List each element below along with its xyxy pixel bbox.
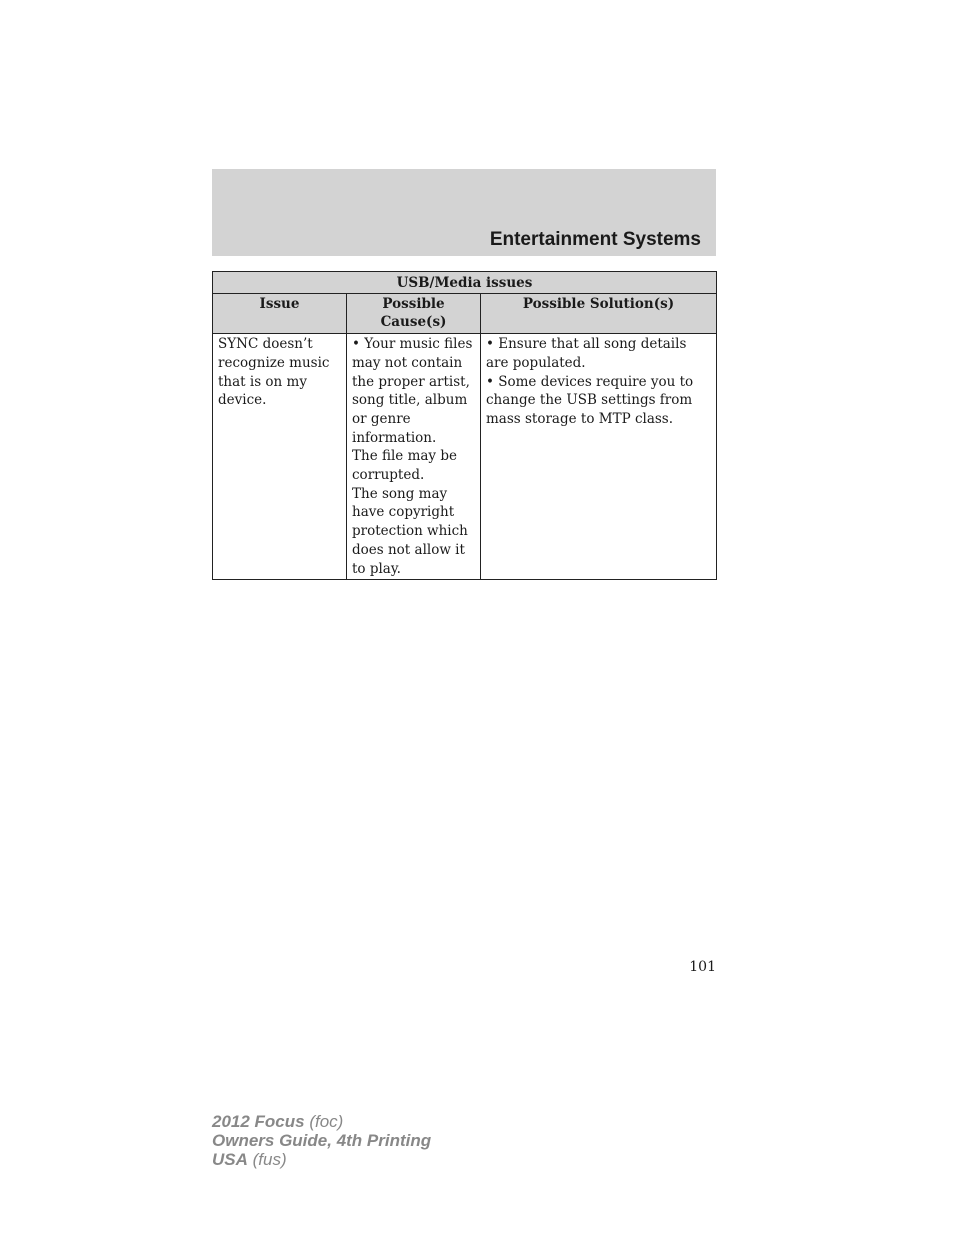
table-header-row bbox=[213, 293, 717, 333]
column-header-possible-causes: Possible Cause(s) bbox=[347, 293, 481, 333]
footer-market: USA bbox=[212, 1150, 248, 1169]
column-header-possible-solutions: Possible Solution(s) bbox=[481, 293, 717, 333]
table-caption-row bbox=[213, 272, 717, 294]
page-number: 101 bbox=[689, 959, 716, 975]
document-footer bbox=[212, 1112, 431, 1169]
usb-media-issues-table bbox=[212, 271, 717, 580]
column-header-issue: Issue bbox=[213, 293, 347, 333]
cause-item: The song may have copyright protection which does not allow it to play. bbox=[352, 485, 468, 577]
footer-market-line bbox=[212, 1150, 431, 1169]
issue-cell: SYNC doesn’t recognize music that is on my device. bbox=[213, 334, 347, 580]
section-banner bbox=[212, 169, 716, 256]
solutions-cell bbox=[481, 334, 717, 580]
footer-model-code: (foc) bbox=[309, 1112, 344, 1131]
cause-item: The file may be corrupted. bbox=[352, 448, 457, 484]
footer-model: 2012 Focus bbox=[212, 1112, 305, 1131]
table-caption: USB/Media issues bbox=[213, 272, 717, 294]
cause-item: • Your music files may not contain the proper artist, song title, album or genre information. bbox=[352, 336, 473, 446]
solution-item: • Some devices require you to change the USB settings from mass storage to MTP class. bbox=[486, 373, 694, 427]
footer-market-code: (fus) bbox=[252, 1150, 287, 1169]
footer-model-line bbox=[212, 1112, 431, 1131]
solution-item: • Ensure that all song details are populated. bbox=[486, 336, 687, 371]
causes-cell bbox=[347, 334, 481, 580]
table-row bbox=[213, 334, 717, 580]
footer-guide-line: Owners Guide, 4th Printing bbox=[212, 1131, 432, 1150]
section-title: Entertainment Systems bbox=[489, 229, 701, 250]
